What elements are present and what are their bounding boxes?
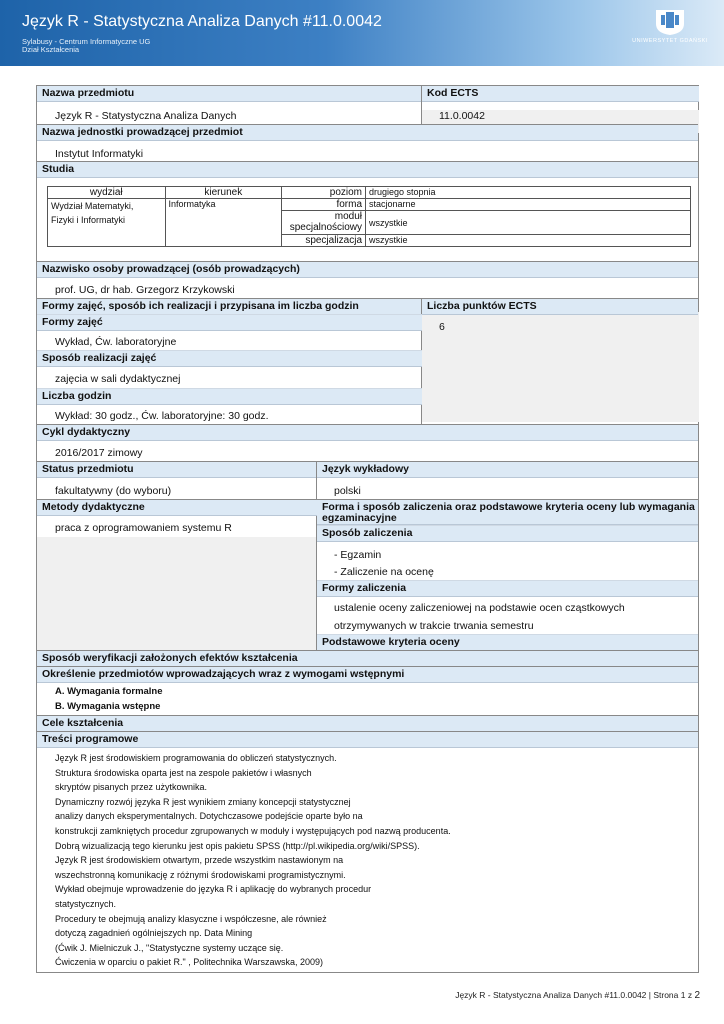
header-subtitle-line: Sylabusy - Centrum Informatyczne UG	[22, 37, 151, 46]
studia-forma-value: stacjonarne	[366, 199, 691, 211]
studia-table	[47, 186, 691, 247]
tresci-line: dotyczą zagadnień ogólniejszych np. Data Mining	[55, 928, 253, 939]
tresci-line: Procedury te obejmują analizy klasyczne i współczesne, ale również	[55, 913, 327, 924]
formy-zajec-value: Wykład, Ćw. laboratoryjne	[55, 336, 177, 348]
kod-ects-value: 11.0.0042	[439, 110, 485, 122]
cele-label: Cele kształcenia	[37, 715, 698, 732]
tresci-line: konstrukcji zamkniętych procedur zgrupowanych w moduły i występujących pod nazwą producenta.	[55, 825, 451, 836]
university-crest-icon	[652, 6, 688, 36]
cykl-value: 2016/2017 zimowy	[55, 447, 143, 459]
footer-page-total: 2	[694, 990, 700, 1001]
liczba-godzin-label: Liczba godzin	[37, 388, 422, 405]
tresci-line: statystycznych.	[55, 898, 117, 909]
tresci-line: wszechstronną komunikację z różnymi środowiskami programistycznymi.	[55, 869, 346, 880]
sposob-realizacji-value: zajęcia w sali dydaktycznej	[55, 373, 181, 385]
cykl-label: Cykl dydaktyczny	[37, 424, 698, 441]
jezyk-label: Język wykładowy	[317, 461, 698, 478]
tresci-line: Struktura środowiska oparta jest na zespole pakietów i własnych	[55, 767, 312, 778]
tresci-text	[55, 751, 685, 970]
studia-header-wydzial: wydział	[48, 187, 166, 199]
page-header	[0, 0, 724, 66]
kod-ects-label: Kod ECTS	[422, 86, 699, 102]
studia-modul-value: wszystkie	[366, 211, 691, 235]
studia-wydzial-line: Wydział Matematyki,	[51, 201, 134, 211]
studia-label: Studia	[37, 161, 698, 178]
studia-header-modul-line: moduł	[334, 211, 363, 222]
okreslenie-label: Określenie przedmiotów wprowadzających wraz z wymogami wstępnymi	[37, 666, 698, 683]
nazwa-przedmiotu-value: Język R - Statystyczna Analiza Danych	[55, 110, 237, 122]
nazwa-przedmiotu-label: Nazwa przedmiotu	[37, 86, 422, 102]
formy-zaliczenia-line: otrzymywanych w trakcie trwania semestru	[334, 620, 534, 632]
tresci-line: Język R jest środowiskiem otwartym, przede wszystkim nastawionym na	[55, 855, 344, 866]
studia-specjalizacja-value: wszystkie	[366, 235, 691, 247]
metody-label: Metody dydaktyczne	[37, 499, 317, 516]
wymagania-formalne: A. Wymagania formalne	[55, 686, 163, 697]
tresci-line: analizy danych eksperymentalnych. Dotychczasowe podejście oparte było na	[55, 811, 363, 822]
tresci-line: Ćwiczenia w oparciu o pakiet R." , Politechnika Warszawska, 2009)	[55, 957, 323, 968]
tresci-line: Wykład obejmuje wprowadzenie do języka R i aplikację do wybranych procedur	[55, 884, 372, 895]
column-divider	[421, 86, 422, 124]
tresci-line: skryptów pisanych przez użytkownika.	[55, 782, 208, 793]
page-footer	[0, 990, 700, 1001]
tresci-label: Treści programowe	[37, 731, 698, 748]
formy-zaliczenia-line: ustalenie oceny zaliczeniowej na podstawie ocen cząstkowych	[334, 602, 625, 614]
studia-header-modul	[282, 211, 366, 235]
header-subtitle	[22, 38, 150, 54]
header-subtitle-line: Dział Kształcenia	[22, 45, 80, 54]
metody-value: praca z oprogramowaniem systemu R	[55, 522, 232, 534]
liczba-punktow-label: Liczba punktów ECTS	[422, 298, 698, 315]
podstawowe-kryteria-label: Podstawowe kryteria oceny	[317, 634, 698, 651]
studia-kierunek-value: Informatyka	[165, 199, 282, 247]
studia-wydzial-line: Fizyki i Informatyki	[51, 215, 126, 225]
liczba-godzin-value: Wykład: 30 godz., Ćw. laboratoryjne: 30 godz.	[55, 410, 269, 422]
university-logo	[629, 6, 711, 44]
footer-text: Język R - Statystyczna Analiza Danych #11.0.0042 | Strona 1 z	[455, 990, 695, 1000]
jezyk-value: polski	[334, 485, 361, 497]
tresci-line: Język R jest środowiskiem programowania do obliczeń statystycznych.	[55, 753, 337, 763]
sposob-realizacji-label: Sposób realizacji zajęć	[37, 350, 422, 367]
punkty-ects-value: 6	[439, 321, 445, 333]
studia-poziom-value: drugiego stopnia	[366, 187, 691, 199]
prowadzacy-value: prof. UG, dr hab. Grzegorz Krzykowski	[55, 284, 235, 296]
page-title: Język R - Statystyczna Analiza Danych #11.0.0042	[22, 13, 382, 30]
nazwa-jednostki-label: Nazwa jednostki prowadzącej przedmiot	[37, 124, 698, 141]
studia-wydzial-cell	[48, 199, 166, 247]
syllabus-document	[36, 85, 699, 973]
liczba-punktow-cell	[422, 312, 699, 422]
tresci-line: Dobrą wizualizacją tego kierunku jest opis pakietu SPSS (http://pl.wikipedia.org/wiki/SPSS).	[55, 840, 420, 851]
status-value: fakultatywny (do wyboru)	[55, 485, 172, 497]
tresci-line: Dynamiczny rozwój języka R jest wynikiem zmiany koncepcji statystycznej	[55, 796, 351, 807]
formy-zaliczenia-label: Formy zaliczenia	[317, 580, 698, 597]
logo-text: UNIWERSYTET GDAŃSKI	[632, 38, 708, 44]
studia-header-forma: forma	[282, 199, 366, 211]
jednostka-value: Instytut Informatyki	[55, 148, 144, 160]
sposob-weryfikacji-label: Sposób weryfikacji założonych efektów kształcenia	[37, 650, 698, 667]
formy-zajec-header-label: Formy zajęć, sposób ich realizacji i przypisana im liczba godzin	[37, 298, 422, 315]
forma-zaliczenia-label: Forma i sposób zaliczenia oraz podstawowe kryteria oceny lub wymagania egzaminacyjne	[317, 499, 698, 525]
studia-header-modul-line: specjalnościowy	[289, 222, 363, 233]
column-divider	[316, 461, 317, 651]
sposob-zaliczenia-item: - Egzamin	[334, 549, 382, 561]
sposob-zaliczenia-label: Sposób zaliczenia	[317, 525, 698, 542]
sposob-zaliczenia-item: - Zaliczenie na ocenę	[334, 566, 434, 578]
studia-header-specjalizacja: specjalizacja	[282, 235, 366, 247]
nazwisko-label: Nazwisko osoby prowadzącej (osób prowadzących)	[37, 261, 698, 278]
studia-header-poziom: poziom	[282, 187, 366, 199]
metody-cell	[37, 537, 317, 653]
studia-header-kierunek: kierunek	[165, 187, 282, 199]
wymagania-wstepne: B. Wymagania wstępne	[55, 701, 161, 712]
status-label: Status przedmiotu	[37, 461, 317, 478]
tresci-line: (Ćwik J. Mielniczuk J., "Statystyczne systemy uczące się.	[55, 942, 284, 953]
formy-zajec-label: Formy zajęć	[37, 314, 422, 331]
